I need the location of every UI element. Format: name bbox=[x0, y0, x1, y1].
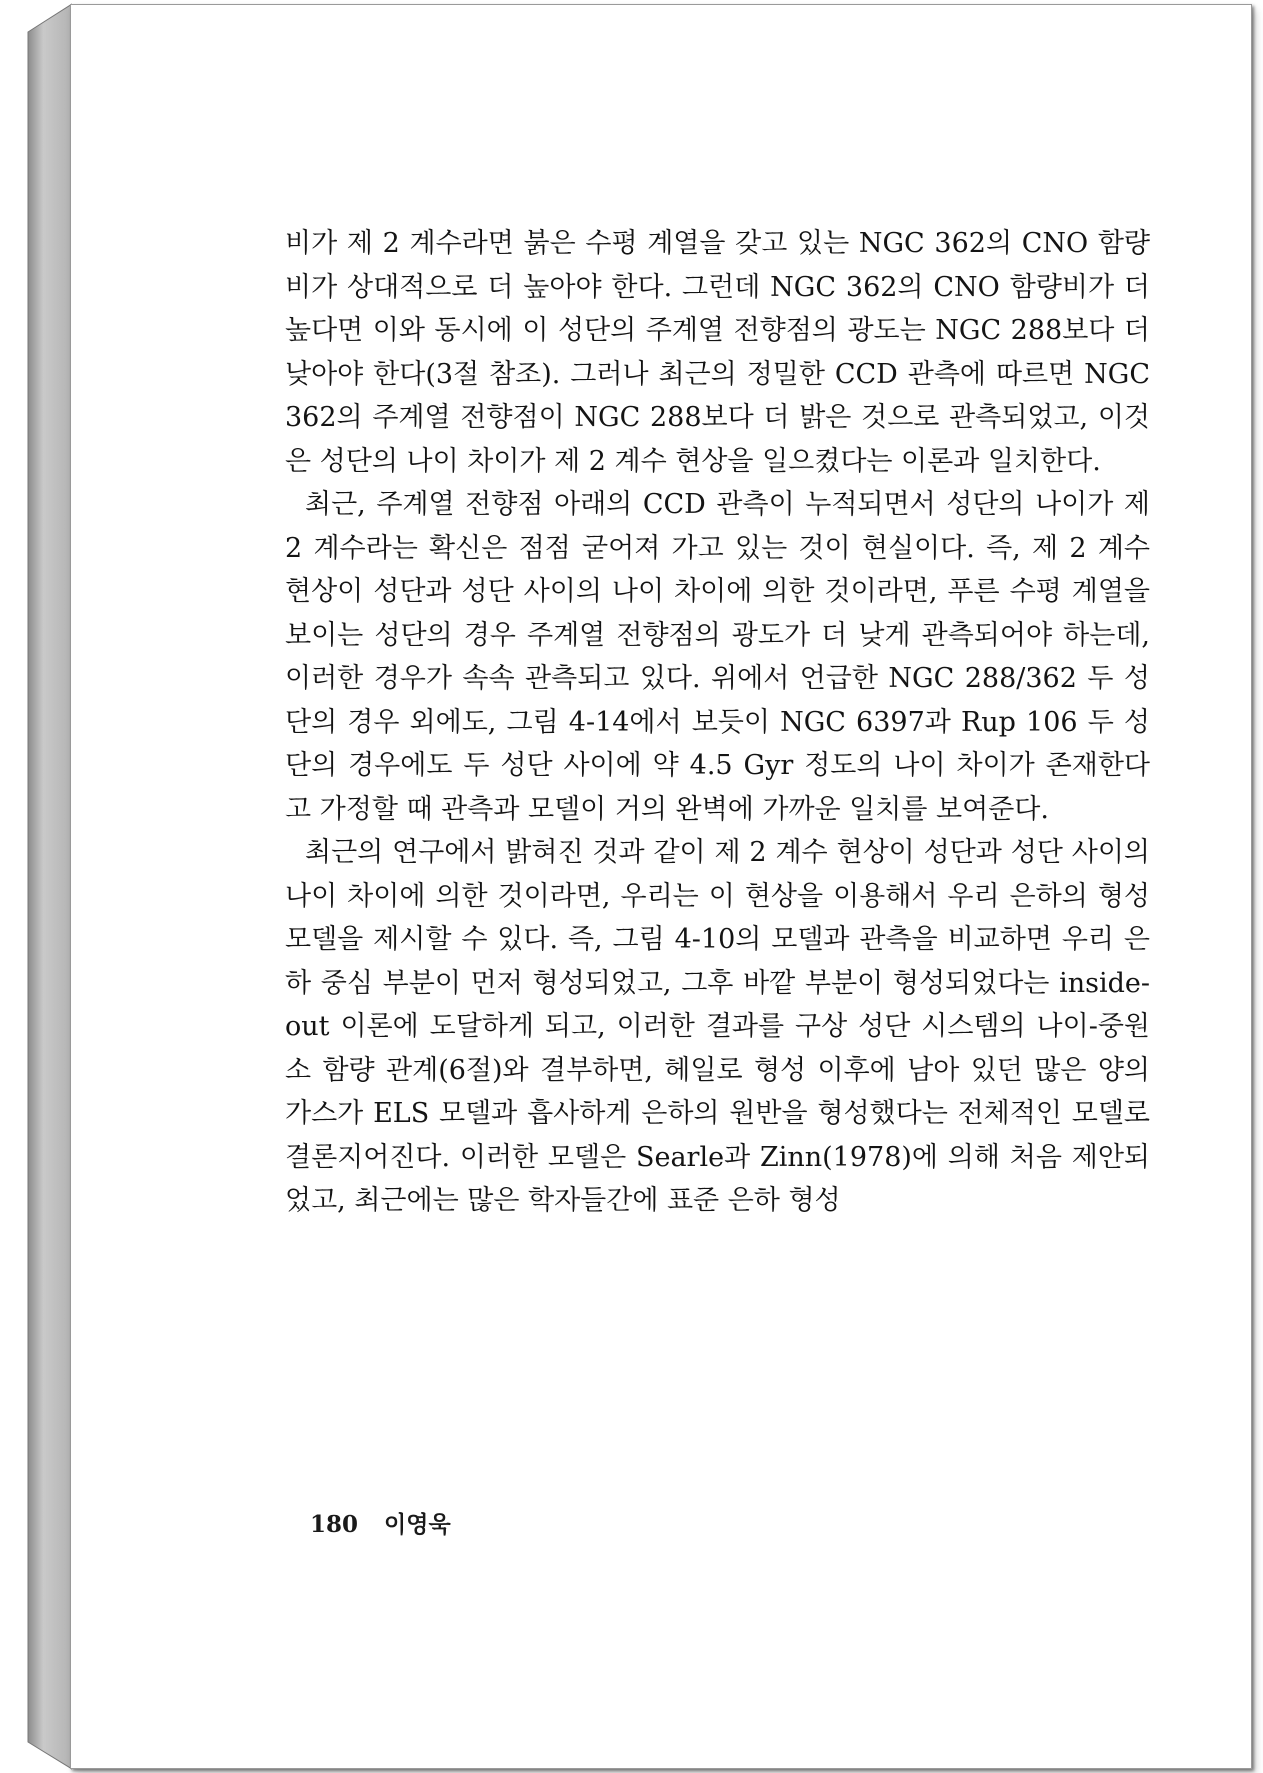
page-footer bbox=[310, 1506, 451, 1539]
author-name: 이영욱 bbox=[384, 1511, 451, 1538]
book-spine bbox=[0, 0, 72, 1773]
paragraph-3: 최근의 연구에서 밝혀진 것과 같이 제 2 계수 현상이 성단과 성단 사이의 나이 차이에 의한 것이라면, 우리는 이 현상을 이용해서 우리 은하의 형성 모델을 제시할 수 있다. 즉, 그림 4-10의 모델과 관측을 비교하면 우리 은하 중심 부분이 먼저 형성되었고, 그후 바깥 부분이 형성되었다는 inside-out 이론에 도달하게 되고, 이러한 결과를 구상 성단 시스템의 나이-중원소 함량 관계(6절)와 결부하면, 헤일로 형성 이후에 남아 있던 많은 양의 가스가 ELS 모델과 흡사하게 은하의 원반을 형성했다는 전체적인 모델로 결론지어진다. 이러한 모델은 Searle과 Zinn(1978)에 의해 처음 제안되었고, 최근에는 많은 학자들간에 표준 은하 형성 bbox=[285, 837, 1150, 1216]
paragraph-1: 비가 제 2 계수라면 붉은 수평 계열을 갖고 있는 NGC 362의 CNO 함량비가 상대적으로 더 높아야 한다. 그런데 NGC 362의 CNO 함량비가 더 높다면 이와 동시에 이 성단의 주계열 전향점의 광도는 NGC 288보다 더 낮아야 한다(3절 참조). 그러나 최근의 정밀한 CCD 관측에 따르면 NGC 362의 주계열 전향점이 NGC 288보다 더 밝은 것으로 관측되었고, 이것은 성단의 나이 차이가 제 2 계수 현상을 일으켰다는 이론과 일치한다. bbox=[285, 228, 1150, 477]
body-text bbox=[285, 222, 1150, 1223]
page-number: 180 bbox=[310, 1511, 359, 1538]
paragraph-2: 최근, 주계열 전향점 아래의 CCD 관측이 누적되면서 성단의 나이가 제 2 계수라는 확신은 점점 굳어져 가고 있는 것이 현실이다. 즉, 제 2 계수 현상이 성단과 성단 사이의 나이 차이에 의한 것이라면, 푸른 수평 계열을 보이는 성단의 경우 주계열 전향점의 광도가 더 낮게 관측되어야 하는데, 이러한 경우가 속속 관측되고 있다. 위에서 언급한 NGC 288/362 두 성단의 경우 외에도, 그림 4-14에서 보듯이 NGC 6397과 Rup 106 두 성단의 경우에도 두 성단 사이에 약 4.5 Gyr 정도의 나이 차이가 존재한다고 가정할 때 관측과 모델이 거의 완벽에 가까운 일치를 보여준다. bbox=[285, 489, 1150, 825]
